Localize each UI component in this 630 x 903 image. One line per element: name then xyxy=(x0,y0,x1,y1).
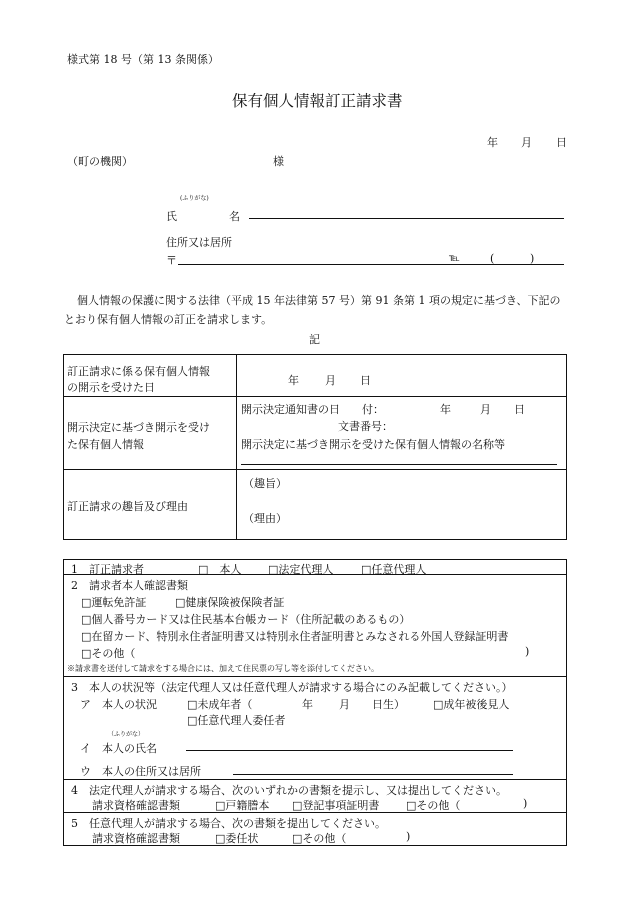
s4-koseki-checkbox[interactable]: □戸籍謄本 xyxy=(215,799,270,812)
date-year: 年 xyxy=(487,136,498,149)
row1-year: 年 xyxy=(288,374,299,387)
row3-intent: （趣旨） xyxy=(243,477,287,490)
furigana-label: (ふりがな) xyxy=(180,195,209,202)
s4-label: 4 法定代理人が請求する場合、次のいずれかの書類を提示し、又は提出してください。 xyxy=(71,784,507,797)
row2-label-2: た保有個人情報 xyxy=(67,438,144,451)
address-field[interactable] xyxy=(178,264,564,265)
s5-proxy-checkbox[interactable]: □委任状 xyxy=(215,832,259,845)
s1-voluntary-agent-checkbox[interactable]: □任意代理人 xyxy=(361,563,427,576)
row3-label: 訂正請求の趣旨及び理由 xyxy=(67,500,188,513)
ki-label: 記 xyxy=(309,333,320,346)
row2-docnum: 文書番号： xyxy=(338,420,393,433)
s3-a-label: ア 本人の状況 xyxy=(80,698,157,711)
s1-self-checkbox[interactable]: □ 本人 xyxy=(198,563,242,576)
s3-i-label: イ 本人の氏名 xyxy=(80,742,157,755)
s2-note: ※請求書を送付して請求をする場合には、加えて住民票の写し等を添付してください。 xyxy=(67,664,379,673)
s5-other-checkbox[interactable]: □その他（ xyxy=(292,832,347,845)
s3-label: 3 本人の状況等（法定代理人又は任意代理人が請求する場合にのみ記載してください。） xyxy=(71,681,513,694)
name-label-1: 氏 xyxy=(166,210,177,223)
row2-info-name: 開示決定に基づき開示を受けた保有個人情報の名称等 xyxy=(241,438,505,451)
s3-u-label: ウ 本人の住所又は居所 xyxy=(80,765,201,778)
name-field[interactable] xyxy=(249,218,564,219)
intro-line-1: 個人情報の保護に関する法律（平成 15 年法律第 57 号）第 91 条第 1 項の規定に基づき、下記の xyxy=(77,294,561,307)
row1-month: 月 xyxy=(325,374,336,387)
name-label-2: 名 xyxy=(229,210,240,223)
s2-other-checkbox[interactable]: □その他（ xyxy=(81,647,136,660)
s3-name-field[interactable] xyxy=(186,750,513,751)
s2-license-checkbox[interactable]: □運転免許証 xyxy=(81,596,147,609)
row2-month: 月 xyxy=(480,403,491,416)
row2-day: 日 xyxy=(514,403,525,416)
date-month: 月 xyxy=(521,136,532,149)
row1-label-1: 訂正請求に係る保有個人情報 xyxy=(67,365,210,378)
tel-label: ℡ xyxy=(449,253,460,264)
table1-row-divider-1 xyxy=(63,396,567,397)
row1-label-2: の開示を受けた日 xyxy=(67,381,155,394)
s3-principal-checkbox[interactable]: □任意代理人委任者 xyxy=(187,714,286,727)
table2-divider-3 xyxy=(63,779,567,780)
s1-legal-agent-checkbox[interactable]: □法定代理人 xyxy=(268,563,334,576)
s1-label: 1 訂正請求者 xyxy=(71,563,144,576)
intro-line-2: とおり保有個人情報の訂正を請求します。 xyxy=(64,313,273,326)
row2-year: 年 xyxy=(440,403,451,416)
s2-residence-card-checkbox[interactable]: □在留カード、特別永住者証明書又は特別永住者証明書とみなされる外国人登録証明書 xyxy=(81,630,509,643)
row2-info-name-field[interactable] xyxy=(241,464,557,465)
s3-minor-checkbox[interactable]: □未成年者（ xyxy=(187,698,253,711)
s4-doc-label: 請求資格確認書類 xyxy=(92,799,180,812)
s4-other-checkbox[interactable]: □その他（ xyxy=(406,799,461,812)
row2-label-1: 開示決定に基づき開示を受け xyxy=(67,421,210,434)
s5-other-close: ) xyxy=(406,830,411,843)
s2-label: 2 請求者本人確認書類 xyxy=(71,579,188,592)
table2-divider-2 xyxy=(63,676,567,677)
s3-birth-year: 年 xyxy=(302,698,313,711)
s3-adult-ward-checkbox[interactable]: □成年被後見人 xyxy=(433,698,510,711)
s2-mynumber-checkbox[interactable]: □個人番号カード又は住民基本台帳カード（住所記載のあるもの） xyxy=(81,613,411,626)
s2-insurance-checkbox[interactable]: □健康保険被保険者証 xyxy=(175,596,285,609)
table1-row-divider-2 xyxy=(63,469,567,470)
s3-birth-day: 日生） xyxy=(372,698,405,711)
form-number: 様式第 18 号（第 13 条関係） xyxy=(67,53,219,66)
row2-notice-date: 開示決定通知書の日 付： xyxy=(241,403,384,416)
address-label: 住所又は居所 xyxy=(166,236,232,249)
s3-address-field[interactable] xyxy=(233,774,513,775)
tel-paren-open: ( xyxy=(490,252,495,265)
row1-day: 日 xyxy=(360,374,371,387)
tel-paren-close: ) xyxy=(530,252,535,265)
s3-furigana: （ふりがな） xyxy=(108,731,145,738)
postal-mark: 〒 xyxy=(166,254,177,267)
agency-label: （町の機関） xyxy=(67,155,133,168)
honorific: 様 xyxy=(273,155,284,168)
s4-other-close: ) xyxy=(523,797,528,810)
s5-label: 5 任意代理人が請求する場合、次の書類を提出してください。 xyxy=(71,817,386,830)
row3-reason: （理由） xyxy=(243,512,287,525)
s2-other-close: ) xyxy=(525,645,530,658)
table1-col-divider xyxy=(236,354,237,540)
page-title: 保有個人情報訂正請求書 xyxy=(232,92,403,110)
date-day: 日 xyxy=(556,136,567,149)
s3-birth-month: 月 xyxy=(339,698,350,711)
s5-doc-label: 請求資格確認書類 xyxy=(92,832,180,845)
s4-registry-checkbox[interactable]: □登記事項証明書 xyxy=(292,799,380,812)
